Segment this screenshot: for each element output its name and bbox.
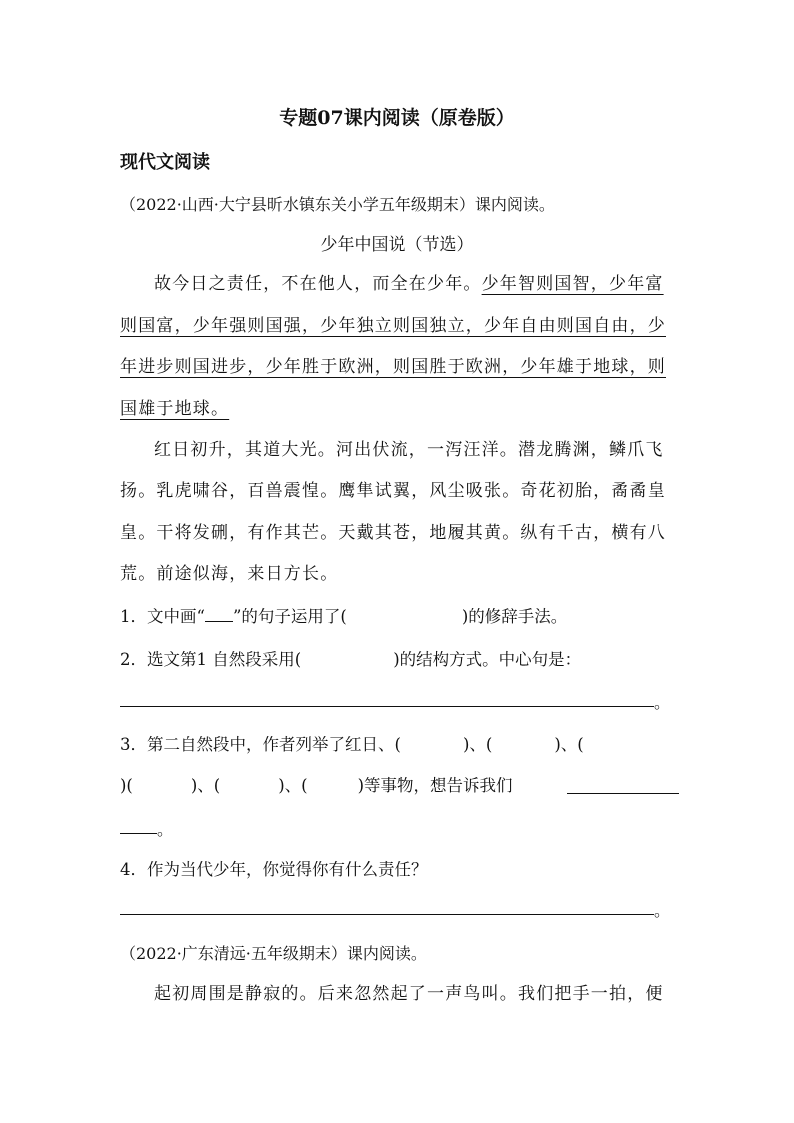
- page-title: 专题07课内阅读（原卷版）: [279, 107, 515, 129]
- q3-period: 。: [157, 820, 174, 839]
- q2-period: 。: [654, 693, 671, 712]
- q4-period: 。: [654, 901, 671, 920]
- p1-plain-text: 故今日之责任，不在他人，而全在少年。: [154, 274, 482, 294]
- q3-answer-line-2[interactable]: [120, 833, 157, 834]
- question-1: 1．文中画“ ”的句子运用了( )的修辞手法。: [120, 607, 568, 626]
- passage1-p1-line1: [120, 272, 676, 296]
- passage1-p1-line2: 则国富，少年强则国强，少年独立则国独立，少年自由则国自由，少: [120, 316, 666, 336]
- passage1-p1-line3: 年进步则国进步，少年胜于欧洲，则国胜于欧洲，少年雄于地球，则: [120, 357, 666, 377]
- passage1-p1-line4: 国雄于地球。: [120, 399, 230, 419]
- passage1-source: （2022·山西·大宁县昕水镇东关小学五年级期末）课内阅读。: [120, 195, 555, 214]
- q4-answer-line[interactable]: [120, 914, 654, 915]
- passage1-p2-line2: 扬。乳虎啸谷，百兽震惶。鹰隼试翼，风尘吸张。奇花初胎，矞矞皇: [120, 481, 666, 501]
- q2-answer-line[interactable]: [120, 706, 654, 707]
- question-3-line1: 3．第二自然段中，作者列举了红日、( )、( )、(: [120, 735, 584, 754]
- q3-answer-line-1[interactable]: [567, 793, 679, 794]
- passage2-source: （2022·广东清远·五年级期末）课内阅读。: [120, 944, 427, 963]
- question-3-line2: )( )、( )、( )等事物，想告诉我们: [120, 776, 513, 795]
- passage2-line1: 起初周围是静寂的。后来忽然起了一声鸟叫。我们把手一拍，便: [154, 984, 664, 1004]
- p1-underlined-text: 少年智则国智，少年富: [481, 274, 664, 294]
- question-2: 2．选文第1 自然段采用( )的结构方式。中心句是：: [120, 650, 582, 669]
- q1-underline-sample: [205, 606, 233, 622]
- section-heading: 现代文阅读: [120, 152, 210, 173]
- question-4: 4．作为当代少年，你觉得你有什么责任？: [120, 860, 428, 879]
- passage1-title: 少年中国说（节选）: [320, 235, 474, 255]
- passage1-p2-line3: 皇。干将发硎，有作其芒。天戴其苍，地履其黄。纵有千古，横有八: [120, 523, 666, 543]
- passage1-p2-line4: 荒。前途似海，来日方长。: [120, 564, 339, 584]
- passage1-p2-line1: 红日初升，其道大光。河出伏流，一泻汪洋。潜龙腾渊，鳞爪飞: [154, 440, 664, 460]
